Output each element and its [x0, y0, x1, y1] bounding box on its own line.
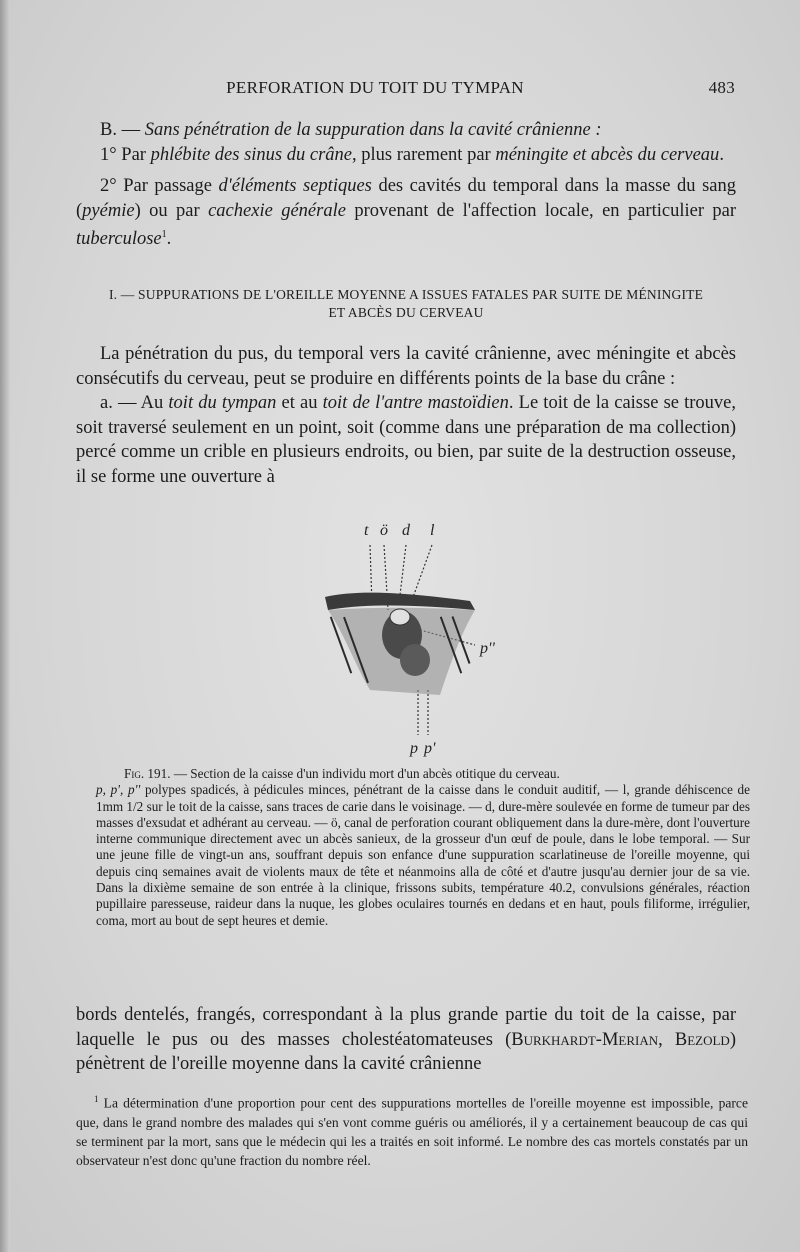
label-o: ö — [380, 522, 388, 539]
section-b-heading: B. — Sans pénétration de la suppuration dans la cavité crânienne : — [100, 120, 602, 140]
section-1-heading — [76, 286, 736, 322]
paragraph-intro: La pénétration du pus, du temporal vers la cavité crânienne, avec méningite et abcès consécutifs du cerveau, peut se produire en différents points de la base du crâne : — [76, 344, 736, 389]
section-b-item-1: 1° Par phlébite des sinus du crâne, plus rarement par méningite et abcès du cerveau. — [100, 144, 724, 165]
label-t: t — [364, 522, 369, 539]
label-d: d — [402, 522, 410, 539]
tympanic-roof — [325, 593, 475, 610]
author-burkhardt-merian: Burkhardt-Merian — [511, 1029, 659, 1050]
label-p1: p' — [424, 740, 436, 757]
figure-caption: Fig. 191. — Section de la caisse d'un individu mort d'un abcès otitique du cerveau. p, p', p'' polypes spadicés, à pédicules minces, pénétrant de la caisse dans le conduit auditif, — l, grande déhiscence de 1mm 1/2 sur le toit de la caisse, sans traces de carie dans le voisinage. — d, dure-mère soulevée en forme de tumeur par des masses d'exsudat et adhérant au cerveau. — ö, canal de perforation courant obliquement dans la dure-mère, dont l'ouverture interne communique directement avec un abcès sanieux, de la grosseur d'un œuf de poule, dans le lobe temporal. — Sur une jeune fille de vingt-un ans, souffrant depuis son enfance d'une suppuration scarlatineuse de l'oreille moyenne, qui depuis cinq semaines avait de violents maux de tête et néanmoins alla de côté et d'autre jusqu'au dernier jour de sa vie. Dans la dixième semaine de son entrée à la clinique, frissons subits, température 40.2, convulsions générales, réaction pupillaire paresseuse, raideur dans la nuque, les globes oculaires tournés en dedans et en haut, pouls filiforme, irrégulier, coma, mort au bout de sept heures et demie. — [96, 766, 750, 928]
ear-section-drawing — [300, 515, 550, 765]
paragraph-continuation: bords dentelés, frangés, correspondant à la plus grande partie du toit de la caisse, par laquelle le pus ou des masses cholestéatomateuses (Burkhardt-Merian, Bezold) pénètrent de l'oreille moyenne dans la cavité crânienne — [76, 1005, 736, 1074]
figure-191-illustration — [300, 515, 550, 765]
perforation-opening — [390, 609, 410, 625]
polyp-mass-lower — [400, 644, 430, 676]
footnote: $^1$ La détermination d'une proportion pour cent des suppurations mortelles de l'oreille moyenne est impossible, parce que, dans le grand nombre des malades qui s'en vont comme guéris ou améliorés, il y a certainement beaucoup de cas qui se terminent par la mort, sans que le médecin qui les a traités en soit informé. Le nombre des cas mortels constatés par un observateur n'est donc qu'une fraction du nombre réel. — [76, 1094, 748, 1169]
figure-label: Fig. 191. — [124, 766, 171, 781]
label-p2: p'' — [480, 640, 495, 657]
page-number: 483 — [708, 78, 735, 97]
footnote-ref: 1 — [161, 229, 167, 240]
section-b-item-2: 2° Par passage d'éléments septiques des cavités du temporal dans la masse du sang (pyémie) ou par cachexie générale provenant de l'affection locale, en particulier par tuberculose$^1$. — [76, 176, 737, 250]
paragraph-a: a. — Au toit du tympan et au toit de l'antre mastoïdien. Le toit de la caisse se trouve, soit traversé seulement en un point, soit (comme dans une préparation de ma collection) percé comme un crible en plusieurs endroits, ou bien, par suite de la destruction osseuse, il se forme une ouverture à — [76, 393, 737, 487]
section-b — [76, 118, 736, 252]
label-l: l — [430, 522, 435, 539]
running-header — [75, 78, 735, 102]
section-1-heading-line-2: ET ABCÈS DU CERVEAU — [328, 305, 484, 320]
author-bezold: Bezold — [674, 1029, 730, 1050]
main-text — [76, 342, 736, 489]
section-1-heading-line-1: I. — SUPPURATIONS DE L'OREILLE MOYENNE A ISSUES FATALES PAR SUITE DE MÉNINGITE — [108, 287, 704, 302]
footnote-number: 1 — [94, 1094, 99, 1104]
label-p: p — [410, 740, 418, 757]
caption-labels: p, p', p'' — [96, 782, 141, 798]
running-title: PERFORATION DU TOIT DU TYMPAN — [226, 78, 524, 97]
